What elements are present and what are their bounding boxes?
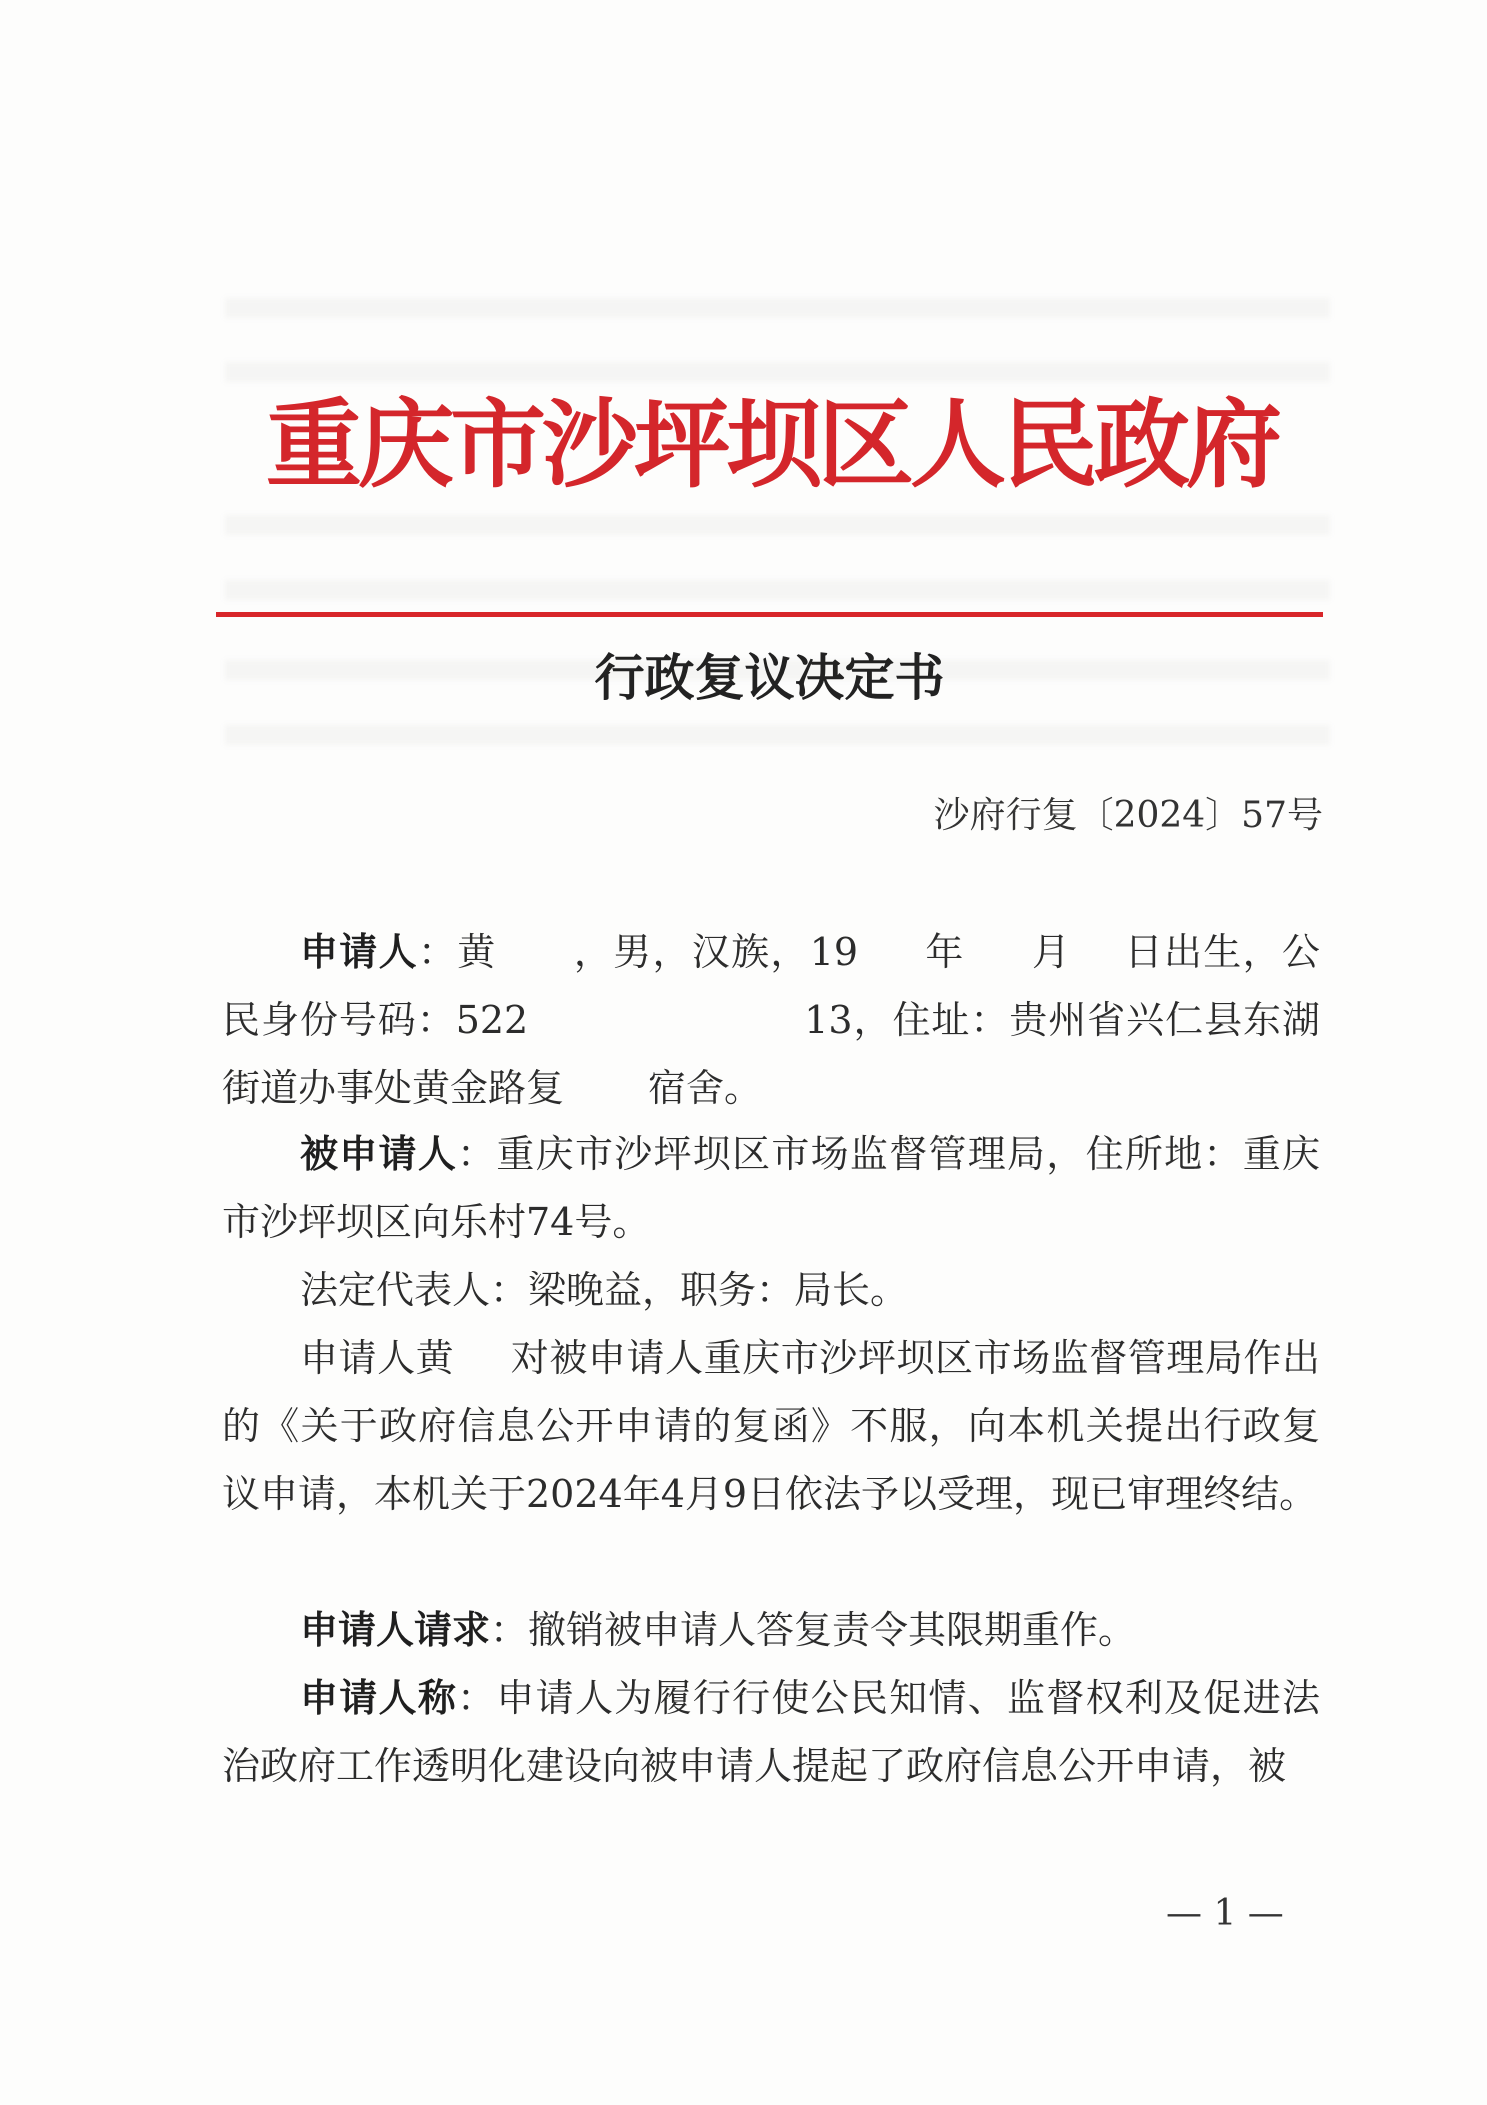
applicant-label: 申请人 [300, 929, 418, 974]
case-intro-rest: 对被申请人重庆市沙坪坝区市场监督管理局作出的《关于政府信息公开申请的复函》不服，向本机关提出行政复议申请，本机关于2024年4月9日依法予以受理，现已审理终结。 [222, 1336, 1320, 1516]
document-title: 行政复议决定书 [594, 648, 945, 707]
request-label: 申请人请求 [300, 1607, 491, 1652]
request-text: ：撤销被申请人答复责令其限期重作。 [490, 1608, 1137, 1652]
page-number: — 1 — [1166, 1893, 1284, 1934]
respondent-text: ：重庆市沙坪坝区市场监督管理局，住所地：重庆市沙坪坝区向乐村74号。 [222, 1132, 1320, 1244]
birth-year-label: 年 [924, 930, 965, 974]
case-intro-start: 申请人黄 [300, 1336, 455, 1380]
bleed-through-mark [225, 580, 1330, 600]
applicant-name: 黄 [457, 930, 497, 974]
issuer-masthead: 重庆市沙坪坝区人民政府 [266, 388, 1278, 501]
bleed-through-mark [225, 298, 1330, 318]
respondent-paragraph [222, 1120, 1320, 1256]
bleed-through-mark [225, 362, 1330, 382]
claim-text: ：申请人为履行行使公民知情、监督权利及促进法治政府工作透明化建设向被申请人提起了政府信息公开申请，被 [222, 1676, 1320, 1788]
claim-label: 申请人称 [300, 1675, 458, 1720]
red-divider-line [216, 612, 1323, 617]
bleed-through-mark [225, 725, 1330, 745]
birth-month-label: 月 [1030, 930, 1072, 974]
birth-text: 日出生，公民 [222, 930, 1320, 1042]
address-start: 办事处黄金路复 [298, 1066, 565, 1110]
address-end: 宿舍。 [648, 1066, 763, 1110]
claim-paragraph [222, 1664, 1320, 1800]
legal-representative-paragraph: 法定代表人：梁晚益，职务：局长。 [300, 1268, 909, 1312]
id-prefix: 身份号码：522 [260, 998, 529, 1042]
document-number: 沙府行复〔2024〕57号 [933, 795, 1323, 836]
respondent-label: 被申请人 [300, 1131, 458, 1176]
bleed-through-mark [225, 515, 1330, 535]
applicant-gender: ，男，汉族，19 [572, 930, 859, 974]
applicant-paragraph: 申请人：黄 ，男，汉族，19 年 月 日出生，公民身份号码：522 13，住址：贵州省兴仁县东湖街道办事处黄金路复 宿舍。 [222, 929, 1320, 1110]
request-paragraph [222, 1596, 1320, 1664]
id-suffix-address: 13，住址：贵州省兴仁县东湖街道 [222, 998, 1320, 1110]
case-intro-paragraph [222, 1324, 1320, 1528]
